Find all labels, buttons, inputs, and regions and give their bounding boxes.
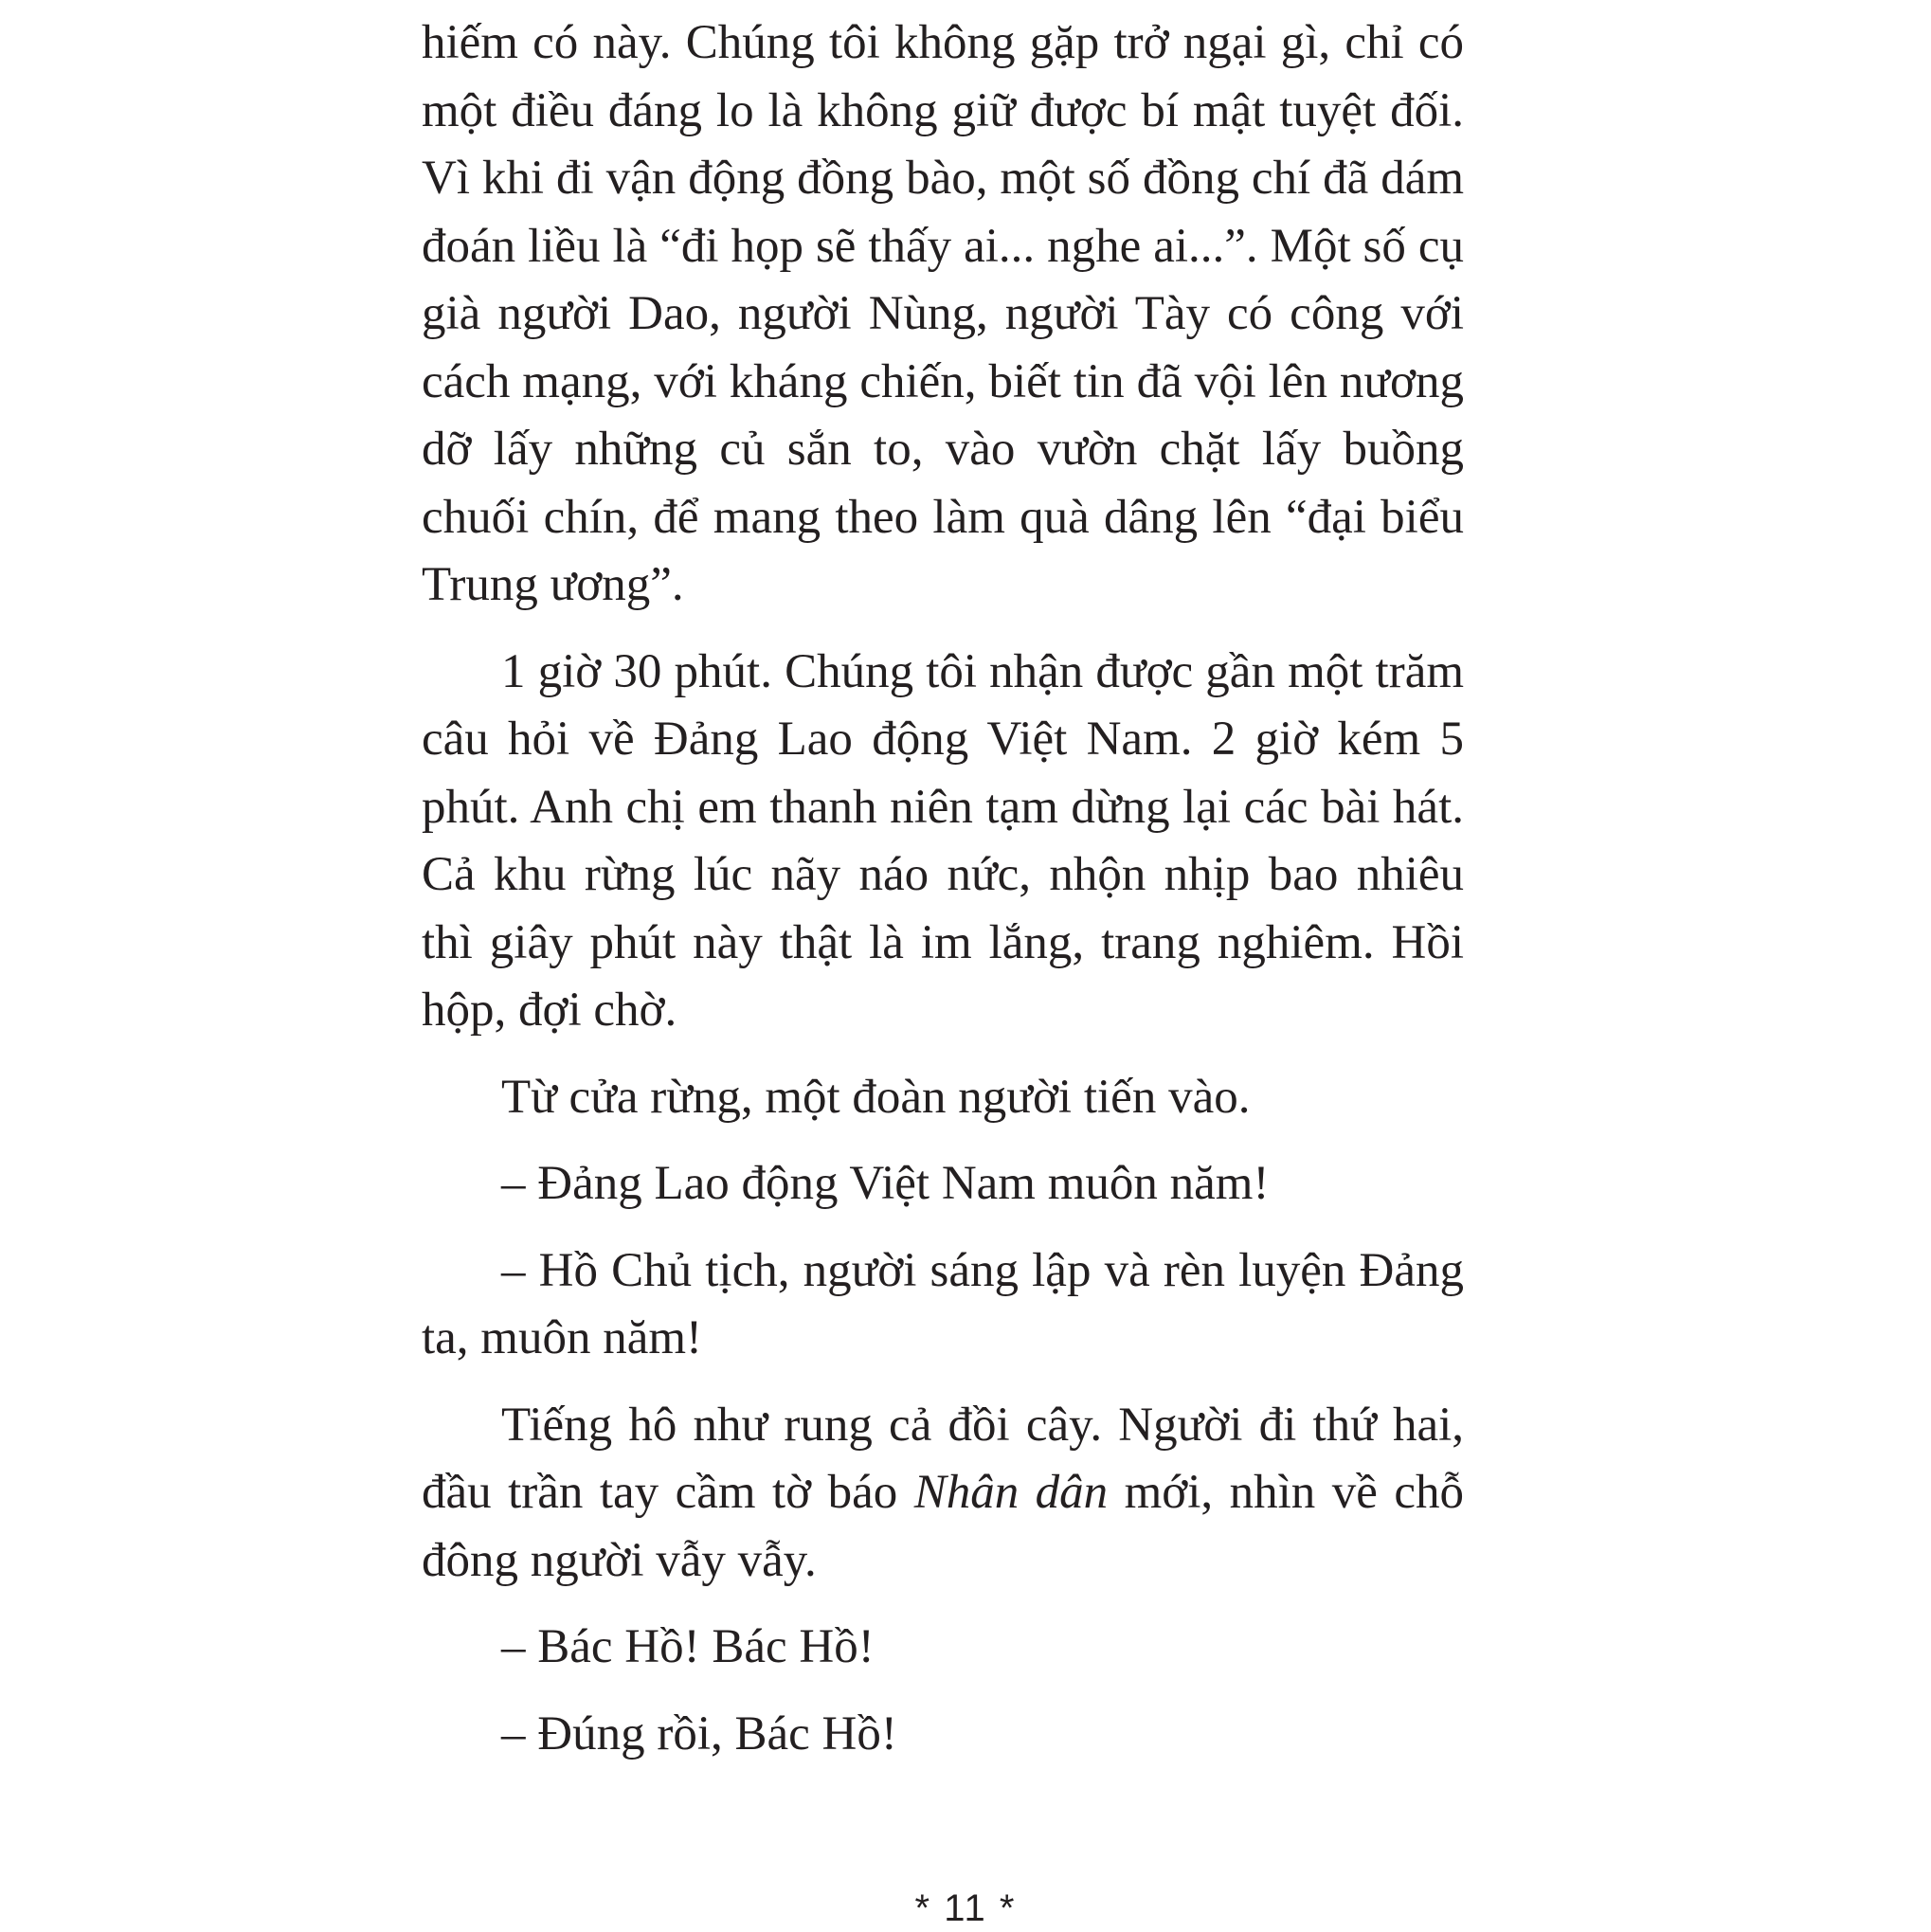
paragraph-6: [422, 1392, 1464, 1596]
paragraph-4: – Đảng Lao động Việt Nam muôn năm!: [501, 1157, 1270, 1210]
paragraph-5: – Hồ Chủ tịch, người sáng lập và rèn luyện Đảng ta, muôn năm!: [422, 1243, 1464, 1364]
closing-line-2: – Đúng rồi, Bác Hồ!: [501, 1706, 897, 1760]
body-text: [422, 9, 1464, 1787]
newspaper-title: Nhân dân: [913, 1466, 1109, 1519]
paragraph-2: 1 giờ 30 phút. Chúng tôi nhận được gần một trăm câu hỏi về Đảng Lao động Việt Nam. 2 giờ kém 5 phút. Anh chị em thanh niên tạm dừng lại các bài hát. Cả khu rừng lúc nãy náo nức, nhộn nhịp bao nhiêu thì giây phút này thật là im lắng, trang nghiêm. Hồi hộp, đợi chờ.: [422, 644, 1464, 1037]
closing-line-1: – Bác Hồ! Bác Hồ!: [501, 1620, 875, 1673]
page-number: * 11 *: [914, 1887, 1017, 1929]
paragraph-3: Từ cửa rừng, một đoàn người tiến vào.: [501, 1070, 1251, 1124]
paragraph-6-text-start: Tiếng hô như rung cả đồi cây. Người đi thứ hai, đầu trần tay cầm tờ báo: [422, 1398, 1464, 1519]
paragraph-1: hiếm có này. Chúng tôi không gặp trở ngại gì, chỉ có một điều đáng lo là không giữ được bí mật tuyệt đối. Vì khi đi vận động đồng bào, một số đồng chí đã dám đoán liều là “đi họp sẽ thấy ai... nghe ai...”. Một số cụ già người Dao, người Nùng, người Tày có công với cách mạng, với kháng chiến, biết tin đã vội lên nương dỡ lấy những củ sắn to, vào vườn chặt lấy buồng chuối chín, để mang theo làm quà dâng lên “đại biểu Trung ương”.: [422, 16, 1464, 611]
paragraph-6-text-end: mới, nhìn về chỗ đông người vẫy vẫy.: [422, 1466, 1464, 1587]
